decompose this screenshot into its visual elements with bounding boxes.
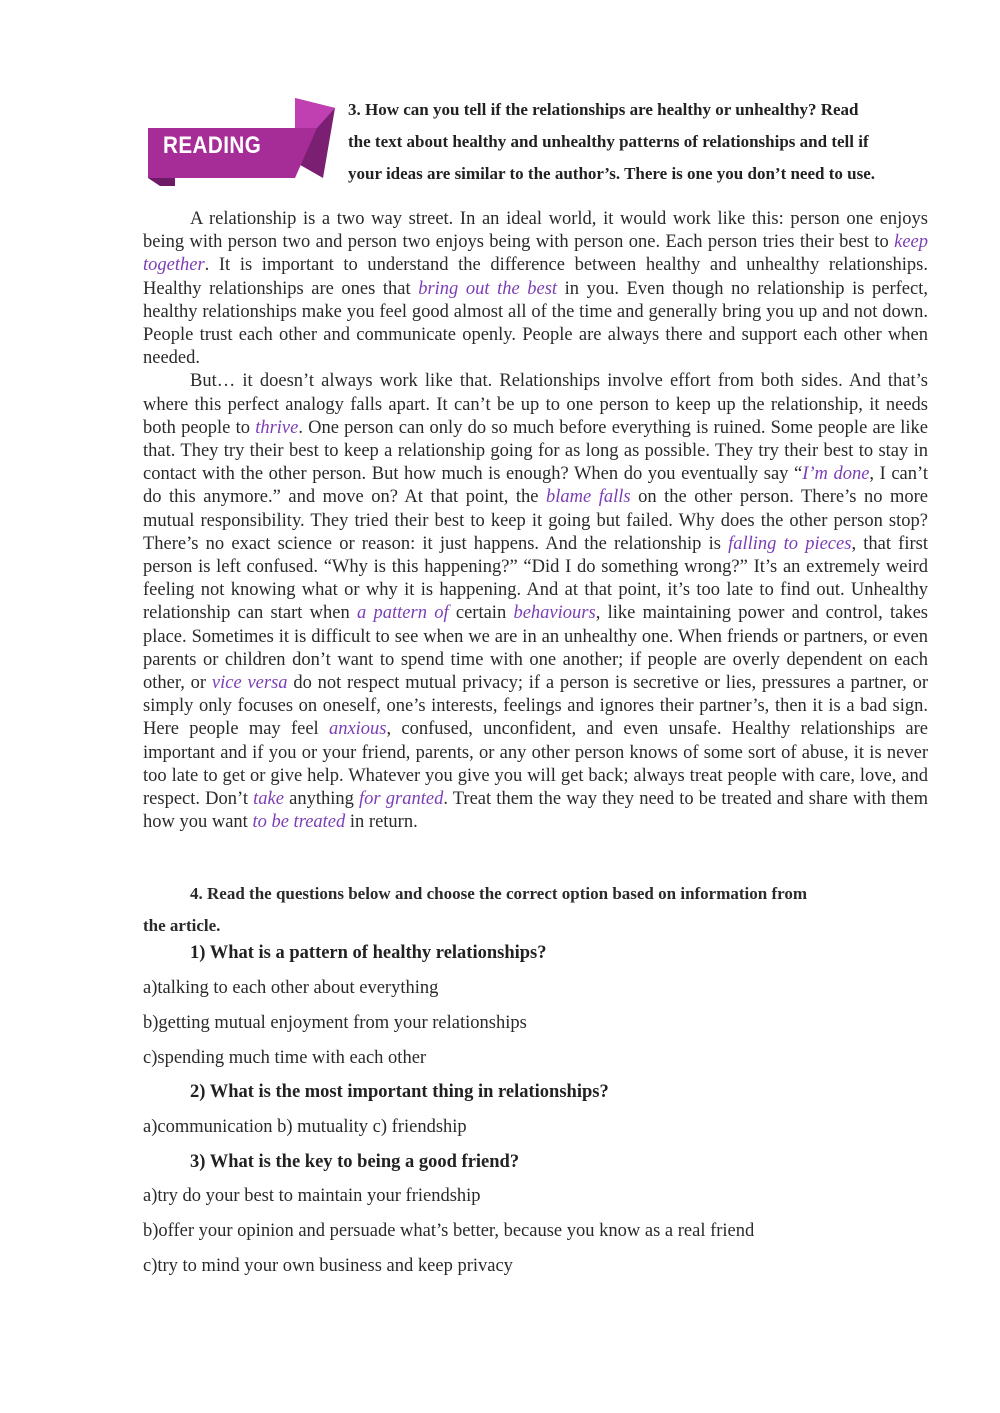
article-paragraph-2	[143, 370, 928, 834]
task3-line: your ideas are similar to the author’s. There is one you don’t need to use.	[348, 164, 876, 183]
vocab-phrase: thrive	[255, 417, 299, 438]
text-segment: . Treat them the way they need to be treated and share with them how you want	[143, 789, 928, 833]
text-segment: , I can’t do this anymore.” and move on? At that point, the	[143, 464, 928, 508]
text-segment: in return.	[345, 812, 418, 833]
article-paragraph-1	[143, 208, 928, 370]
task3-instructions	[348, 94, 938, 190]
text-segment: But… it doesn’t always work like that. Relationships involve effort from both sides. And that’s where this perfect analogy falls apart. It can’t be up to one person to keep up the relationship, it needs both people to	[143, 371, 928, 438]
badge-label: READING	[163, 132, 262, 159]
vocab-phrase: blame falls	[546, 487, 631, 508]
text-segment: , that first person is left confused. “Why is this happening?” “Did I do something wrong?” It’s an extremely weird feeling not knowing what or why it is happening. And at that point, it’s too late to find out. Unhealthy relationship can start when	[143, 533, 928, 624]
task4-line: 4. Read the questions below and choose the correct option based on information from	[190, 884, 808, 903]
option-1a[interactable]: a)talking to each other about everything	[143, 978, 439, 998]
question-3: 3) What is the key to being a good friend?	[190, 1152, 520, 1172]
vocab-phrase: I’m done	[802, 464, 870, 485]
vocab-phrase: for granted	[359, 789, 444, 810]
vocab-phrase: keep together	[143, 232, 928, 276]
option-3b[interactable]: b)offer your opinion and persuade what’s better, because you know as a real friend	[143, 1221, 755, 1241]
text-segment: A relationship is a two way street. In an ideal world, it would work like this: person one enjoys being with person two and person two enjoys being with person one. Each person tries their best to	[143, 209, 928, 253]
task3-line: 3. How can you tell if the relationships are healthy or unhealthy? Read	[348, 100, 859, 119]
question-1: 1) What is a pattern of healthy relationships?	[190, 943, 547, 963]
vocab-phrase: take	[253, 789, 284, 810]
vocab-phrase: to be treated	[252, 812, 346, 833]
text-segment: anything	[283, 789, 360, 810]
text-segment: in you. Even though no relationship is perfect, healthy relationships make you feel good almost all of the time and generally bring you up and not down. People trust each other and communicate openly. People are always there and support each other when needed.	[143, 278, 928, 369]
task3-line: the text about healthy and unhealthy patterns of relationships and tell if	[348, 132, 869, 151]
option-1b[interactable]: b)getting mutual enjoyment from your relationships	[143, 1013, 527, 1033]
text-segment: do not respect mutual privacy; if a person is secretive or lies, pressures a partner, or simply only focuses on oneself, one’s interests, feelings and ignores their partner’s, then it is a bad sign. Here people may feel	[143, 673, 928, 740]
options-2[interactable]: a)communication b) mutuality c) friendship	[143, 1117, 467, 1137]
vocab-phrase: bring out the best	[418, 278, 558, 299]
text-segment: . One person can only do so much before everything is ruined. Some people are like that. They try their best to keep a relationship going for as long as possible. They try their best to stay in contact with the other person. But how much is enough? When do you eventually say “	[143, 417, 928, 485]
question-2: 2) What is the most important thing in relationships?	[190, 1082, 609, 1102]
reading-badge	[145, 98, 335, 190]
vocab-phrase: falling to pieces	[728, 533, 852, 554]
option-3c[interactable]: c)try to mind your own business and keep privacy	[143, 1256, 513, 1276]
vocab-phrase: a pattern of	[357, 603, 449, 624]
option-1c[interactable]: c)spending much time with each other	[143, 1048, 427, 1068]
text-segment: , like maintaining power and control, takes place. Sometimes it is difficult to see when we are in an unhealthy one. When friends or partners, or even parents or children don’t want to spend time with one another; if people are overly dependent on each other, or	[143, 603, 928, 694]
vocab-phrase: behaviours	[513, 603, 596, 624]
task4-line: the article.	[143, 916, 221, 935]
text-segment: certain	[448, 603, 514, 624]
task4-instructions	[143, 878, 928, 942]
article-text	[143, 208, 928, 834]
vocab-phrase: vice versa	[211, 673, 288, 694]
text-segment: , confused, unconfident, and even unsafe. Healthy relationships are important and if you or your friend, parents, or any other person knows of some sort of abuse, it is never too late to get or give help. Whatever you give you will get back; always treat people with care, love, and respect. Don’t	[143, 719, 928, 810]
text-segment: on the other person. There’s no more mutual responsibility. They tried their best to keep it going but failed. Why does the other person stop? There’s no exact science or reason: it just happens. And the relationship is	[143, 487, 928, 554]
text-segment: . It is important to understand the difference between healthy and unhealthy relationships. Healthy relationships are ones that	[143, 255, 928, 299]
option-3a[interactable]: a)try do your best to maintain your friendship	[143, 1186, 481, 1206]
vocab-phrase: anxious	[328, 719, 387, 740]
